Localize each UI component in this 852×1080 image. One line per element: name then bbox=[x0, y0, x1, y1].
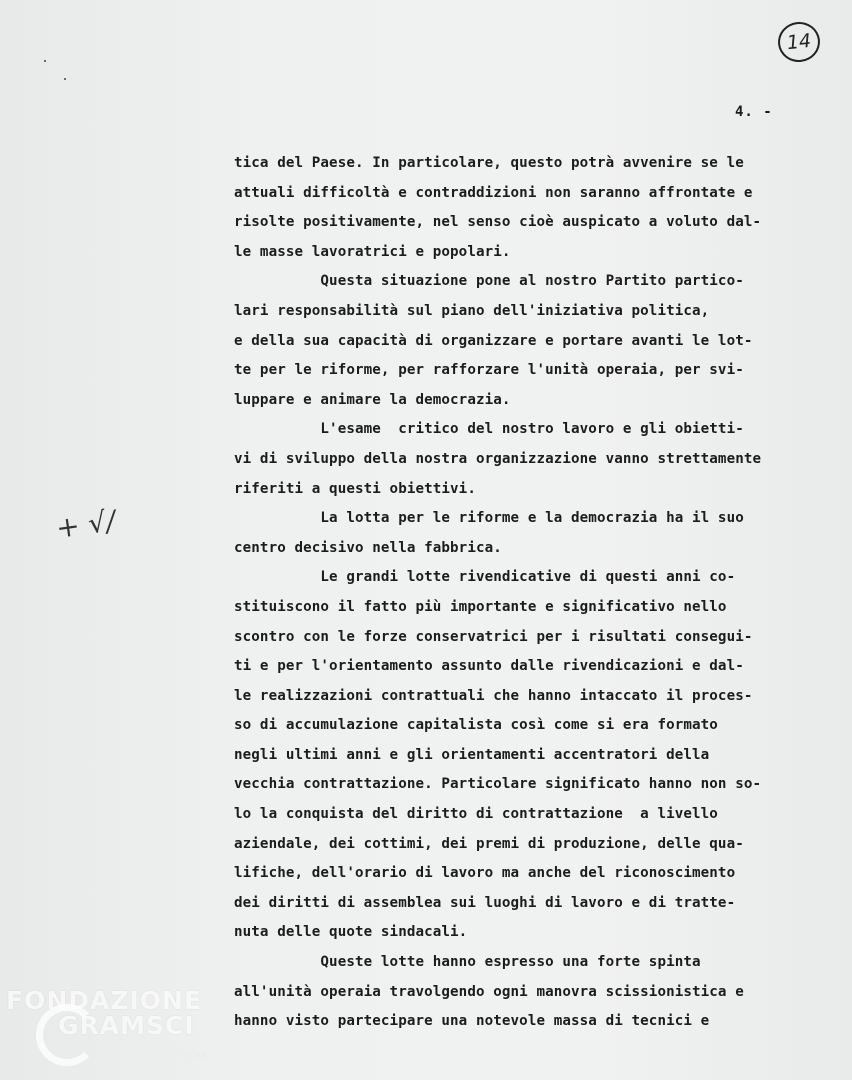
folio-number: 14 bbox=[776, 20, 822, 64]
text-line: La lotta per le riforme e la democrazia ha il suo bbox=[234, 510, 744, 527]
text-line: le realizzazioni contrattuali che hanno intaccato il proces- bbox=[234, 687, 753, 704]
text-line: centro decisivo nella fabbrica. bbox=[234, 539, 502, 556]
text-line: L'esame critico del nostro lavoro e gli obietti- bbox=[234, 421, 744, 438]
watermark-sub: onlus bbox=[182, 1050, 207, 1060]
text-line: so di accumulazione capitalista così come si era formato bbox=[234, 717, 718, 734]
text-line: scontro con le forze conservatrici per i risultati consegui- bbox=[234, 628, 753, 645]
text-line: attuali difficoltà e contraddizioni non saranno affrontate e bbox=[234, 184, 753, 201]
text-line: all'unità operaia travolgendo ogni manovra scissionistica e bbox=[234, 983, 744, 1000]
text-line: nuta delle quote sindacali. bbox=[234, 924, 468, 941]
text-line: Questa situazione pone al nostro Partito partico- bbox=[234, 273, 744, 290]
text-line: vecchia contrattazione. Particolare significato hanno non so- bbox=[234, 776, 762, 793]
watermark-line-1: FONDAZIONE bbox=[6, 986, 203, 1015]
speck bbox=[64, 78, 66, 80]
typed-text-body bbox=[234, 149, 844, 1037]
text-line: lifiche, dell'orario di lavoro ma anche del riconoscimento bbox=[234, 865, 736, 882]
text-line: dei diritti di assemblea sui luoghi di lavoro e di tratte- bbox=[234, 894, 736, 911]
archive-watermark bbox=[6, 986, 207, 1060]
text-line: Queste lotte hanno espresso una forte spinta bbox=[234, 954, 701, 971]
text-line: vi di sviluppo della nostra organizzazione vanno strettamente bbox=[234, 450, 762, 467]
text-line: luppare e animare la democrazia. bbox=[234, 391, 511, 408]
text-line: negli ultimi anni e gli orientamenti accentratori della bbox=[234, 746, 710, 763]
text-line: e della sua capacità di organizzare e portare avanti le lot- bbox=[234, 332, 753, 349]
speck bbox=[44, 60, 46, 62]
text-line: lo la conquista del diritto di contrattazione a livello bbox=[234, 806, 718, 823]
watermark-line-2: GRAMSCI bbox=[58, 1011, 195, 1040]
text-line: ti e per l'orientamento assunto dalle rivendicazioni e dal- bbox=[234, 658, 744, 675]
g-logo-icon bbox=[36, 1004, 98, 1066]
page-number: 4. - bbox=[735, 104, 773, 120]
text-line: riferiti a questi obiettivi. bbox=[234, 480, 476, 497]
text-line: risolte positivamente, nel senso cioè auspicato a voluto dal- bbox=[234, 214, 762, 231]
text-line: hanno visto partecipare una notevole massa di tecnici e bbox=[234, 1013, 710, 1030]
margin-note: + √/ bbox=[53, 504, 118, 545]
text-line: tica del Paese. In particolare, questo potrà avvenire se le bbox=[234, 155, 744, 171]
text-line: Le grandi lotte rivendicative di questi anni co- bbox=[234, 569, 736, 586]
text-line: lari responsabilità sul piano dell'iniziativa politica, bbox=[234, 302, 710, 319]
text-line: aziendale, dei cottimi, dei premi di produzione, delle qua- bbox=[234, 835, 744, 852]
text-line: stituiscono il fatto più importante e significativo nello bbox=[234, 598, 727, 615]
text-line: te per le riforme, per rafforzare l'unità operaia, per svi- bbox=[234, 362, 744, 379]
text-line: le masse lavoratrici e popolari. bbox=[234, 243, 511, 260]
